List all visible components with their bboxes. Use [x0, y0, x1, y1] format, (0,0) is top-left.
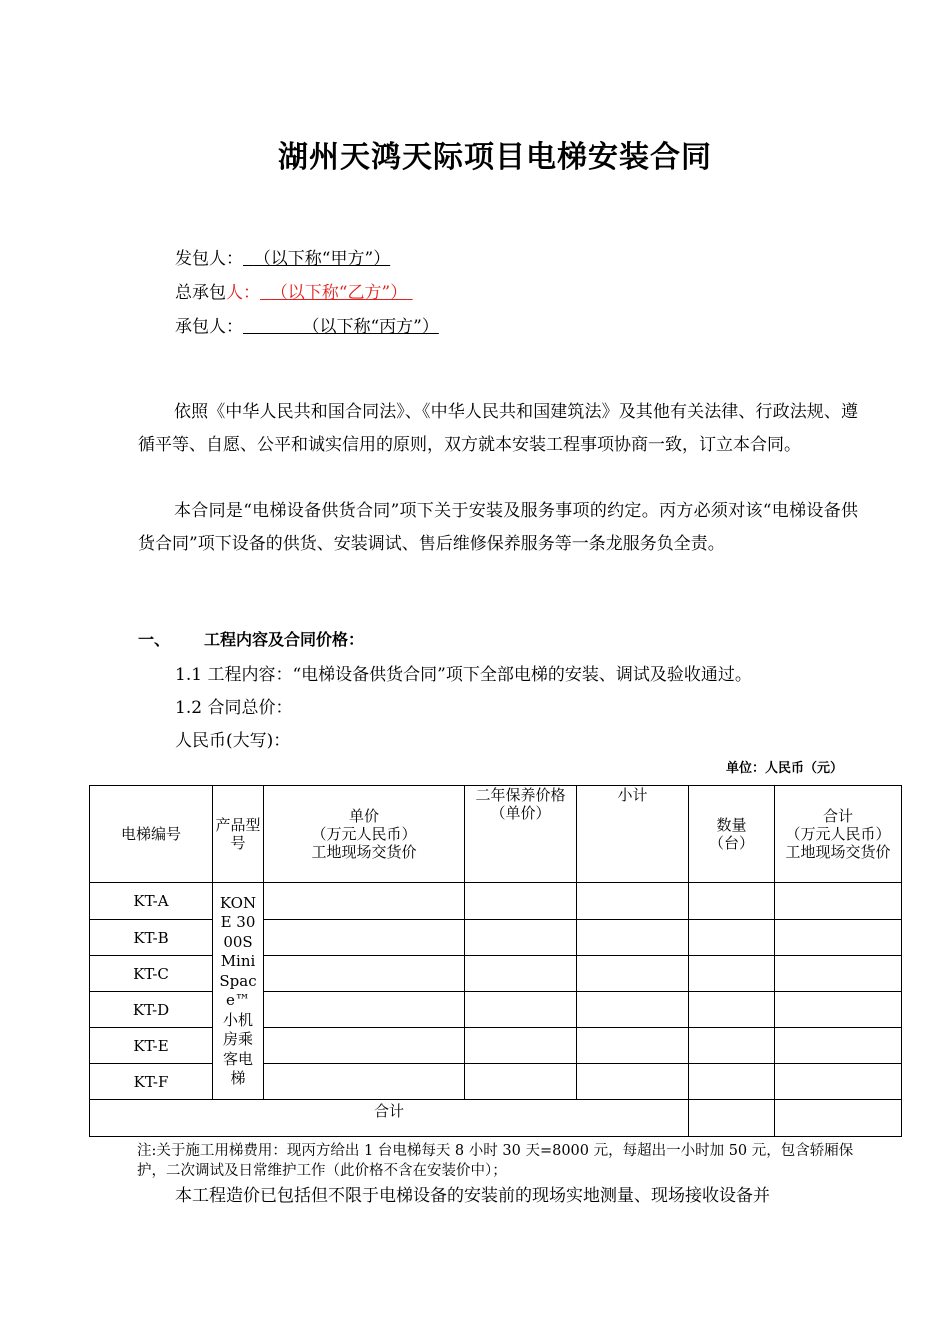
header-model: 产品型号	[213, 786, 264, 883]
table-row	[90, 1064, 902, 1100]
header-unit-price: 单价 （万元人民币） 工地现场交货价	[264, 786, 465, 883]
paragraph-scope: 本合同是“电梯设备供货合同”项下关于安装及服务事项的约定。丙方必须对该“电梯设备供货合同”项下设备的供货、安装调试、售后维修保养服务等一条龙服务负全责。	[138, 501, 858, 554]
price-table	[89, 785, 902, 1137]
section-number: 一、	[138, 630, 171, 649]
party-general-contractor	[175, 278, 413, 303]
header-subtotal: 小计	[577, 786, 689, 883]
item-1-1: 1.1 工程内容：“电梯设备供货合同”项下全部电梯的安装、调试及验收通过。	[175, 665, 752, 685]
general-value: （以下称“乙方”）	[270, 283, 408, 303]
table-row	[90, 956, 902, 992]
header-qty: 数量 （台）	[689, 786, 775, 883]
table-total-row	[90, 1100, 902, 1137]
header-maintenance: 二年保养价格（单价）	[465, 786, 577, 883]
elevator-code: KT-E	[90, 1028, 213, 1064]
section-heading: 工程内容及合同价格：	[204, 630, 365, 649]
note-construction-elevator-fee: 注:关于施工用梯费用：现丙方给出 1 台电梯每天 8 小时 30 天=8000 元，每超出一小时加 50 元，包含轿厢保护，二次调试及日常维护工作（此价格不含在安装价中）；	[137, 1143, 854, 1179]
issuer-label: 发包人：	[175, 249, 243, 269]
elevator-code: KT-F	[90, 1064, 213, 1100]
unit-label: 单位：人民币（元）	[726, 761, 844, 776]
issuer-value: （以下称“甲方”）	[253, 249, 391, 269]
total-label: 合计	[90, 1100, 689, 1137]
contractor-label: 承包人：	[175, 317, 243, 337]
elevator-code: KT-B	[90, 920, 213, 956]
table-row	[90, 1028, 902, 1064]
elevator-code: KT-C	[90, 956, 213, 992]
contractor-value: （以下称“丙方”）	[302, 317, 439, 337]
rmb-amount-label: 人民币(大写)：	[175, 731, 291, 751]
table-header-row	[90, 786, 902, 883]
general-label-suffix: 人：	[226, 283, 260, 303]
table-row	[90, 883, 902, 920]
page-title: 湖州天鸿天际项目电梯安装合同	[278, 140, 712, 175]
table-row	[90, 920, 902, 956]
model-cell: KONE 3000S MiniSpace™ 小机房乘客电梯	[213, 883, 264, 1100]
header-code: 电梯编号	[90, 786, 213, 883]
item-1-2: 1.2 合同总价：	[175, 698, 293, 718]
paragraph-legal-basis: 依照《中华人民共和国合同法》、《中华人民共和国建筑法》及其他有关法律、行政法规、遵循平等、自愿、公平和诚实信用的原则，双方就本安装工程事项协商一致，订立本合同。	[138, 402, 858, 455]
table-row	[90, 992, 902, 1028]
elevator-code: KT-D	[90, 992, 213, 1028]
paragraph-cost-scope: 本工程造价已包括但不限于电梯设备的安装前的现场实地测量、现场接收设备并	[175, 1186, 770, 1206]
header-total: 合计 （万元人民币） 工地现场交货价	[775, 786, 902, 883]
elevator-code: KT-A	[90, 883, 213, 920]
party-issuer	[175, 244, 390, 269]
general-label-prefix: 总承包	[175, 283, 226, 303]
party-contractor	[175, 312, 439, 337]
